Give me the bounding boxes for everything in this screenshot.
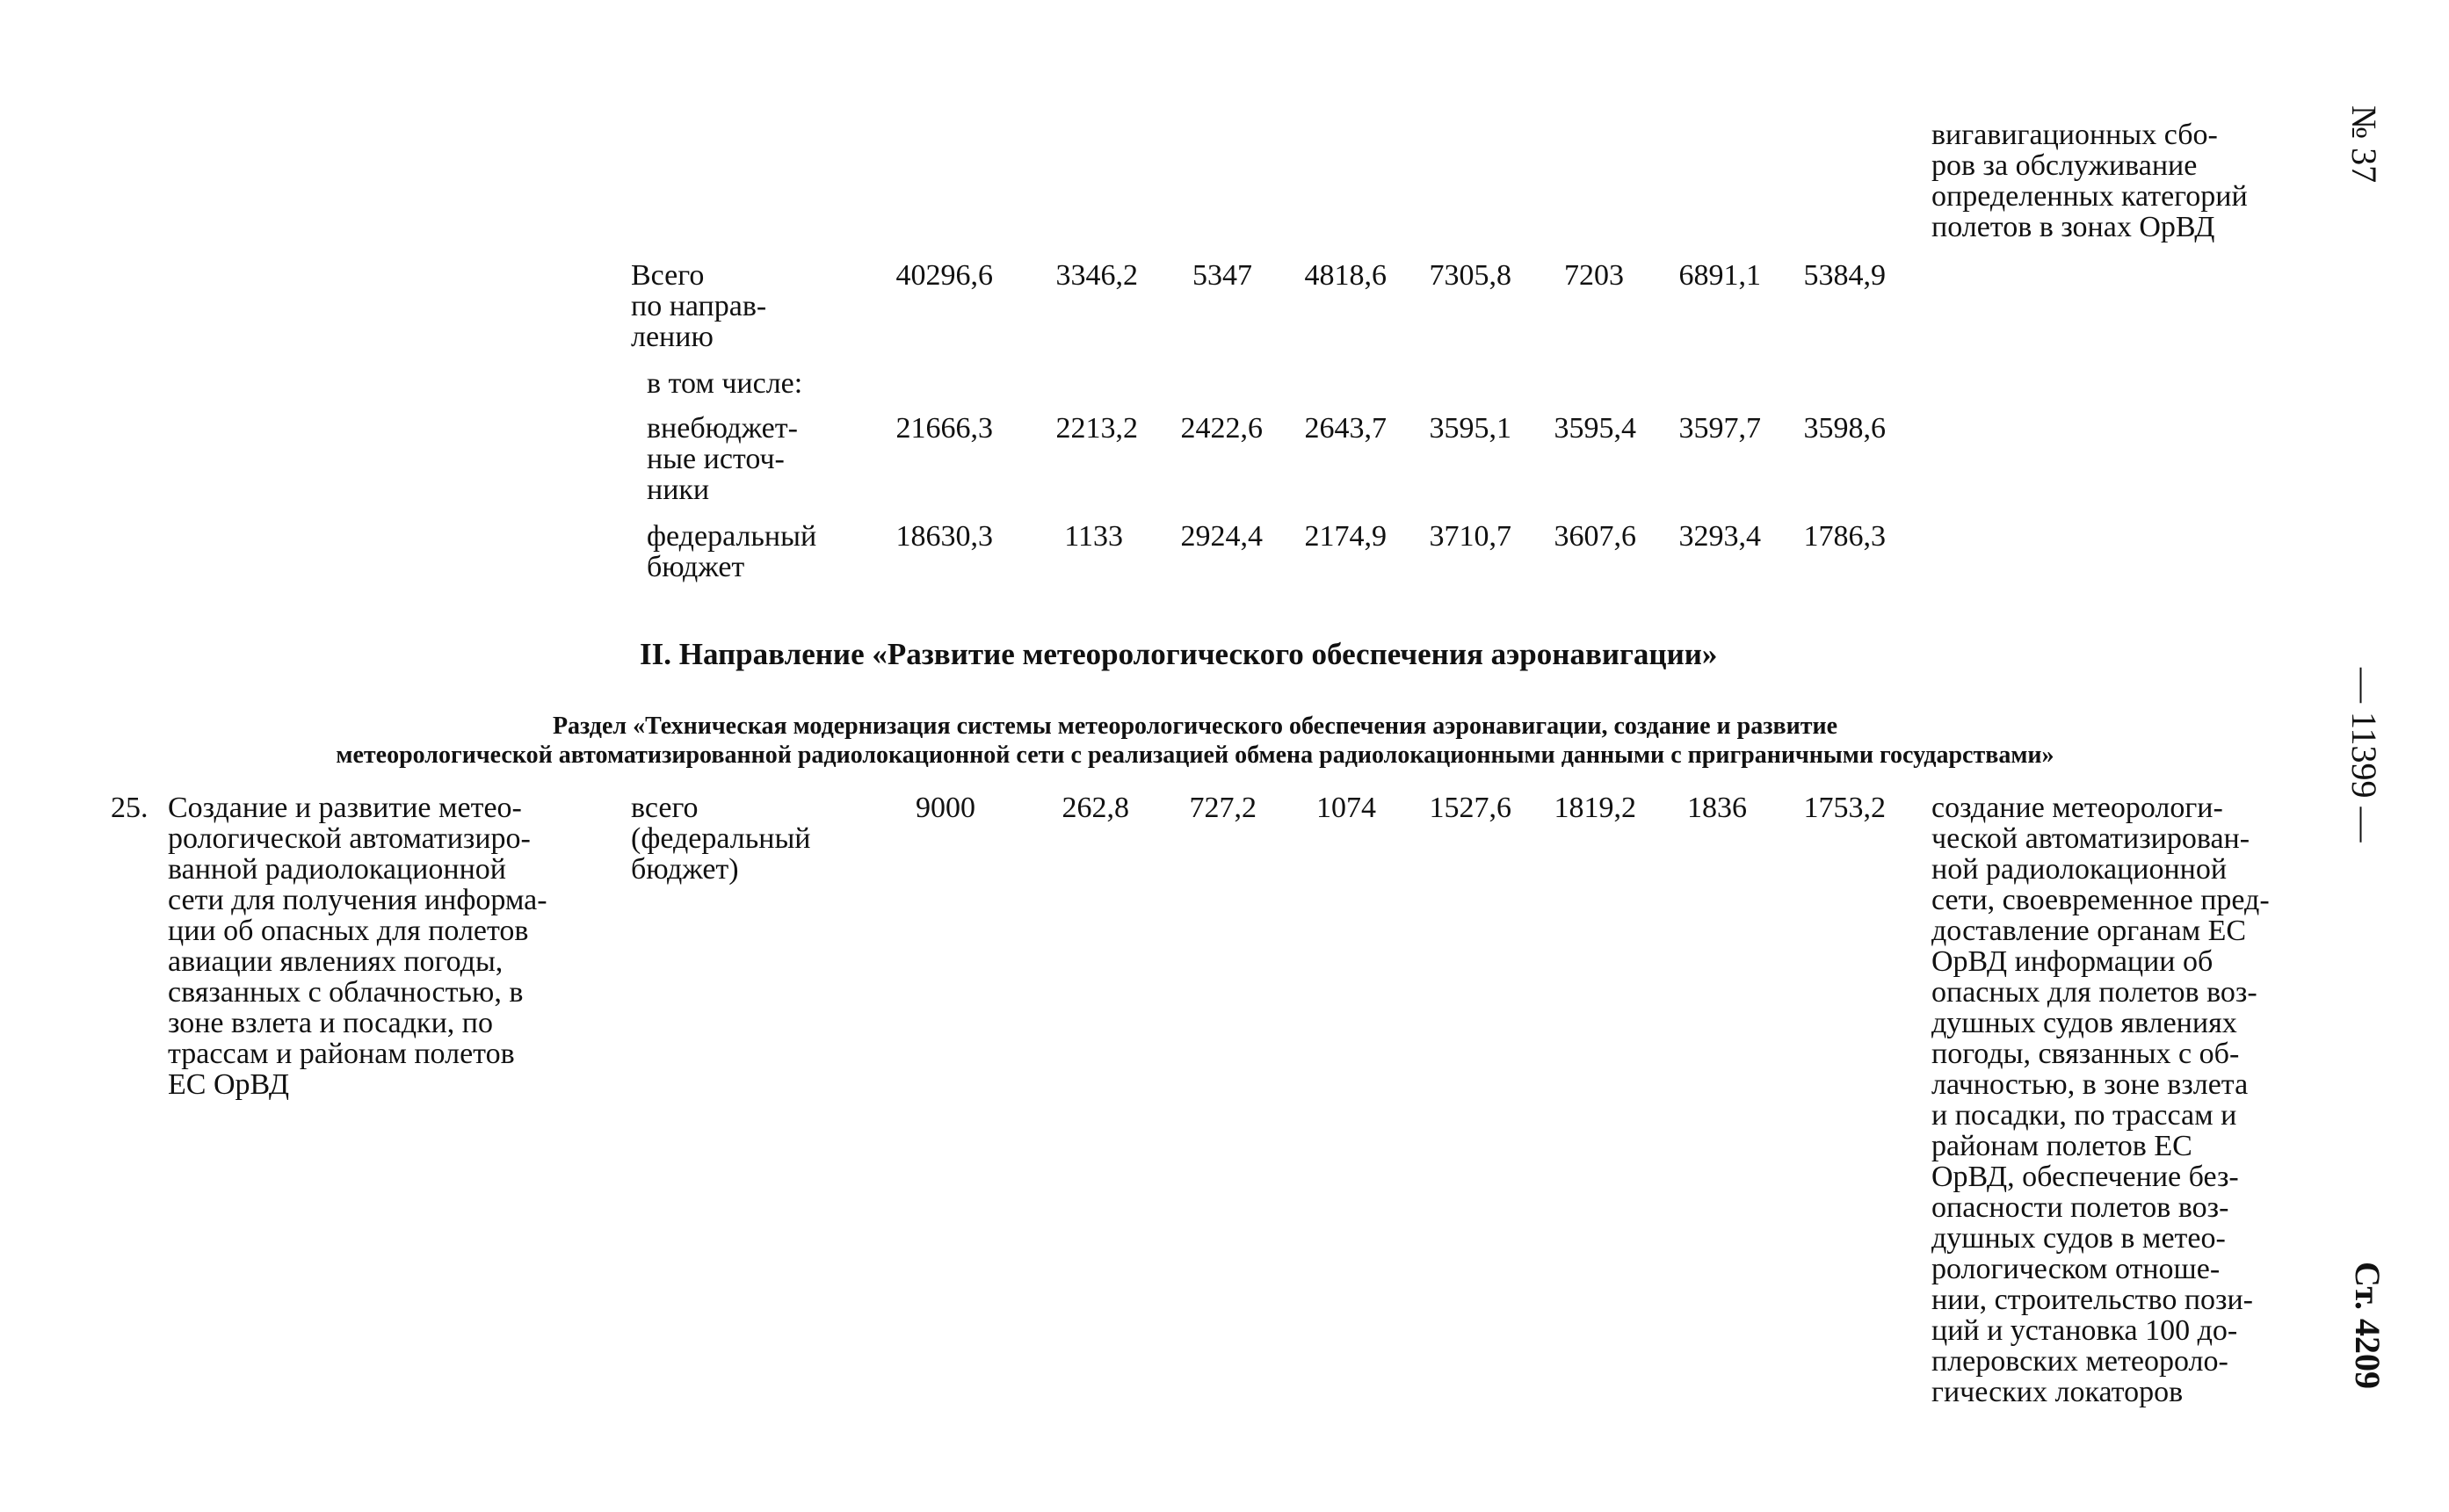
- row-result-line: районам полетов ЕС: [1931, 1130, 2192, 1162]
- row-source-line: всего: [631, 792, 699, 824]
- total-value: 4818,6: [1304, 259, 1387, 292]
- top-note: [1931, 119, 2285, 242]
- federal-label-line: федеральный: [647, 520, 817, 553]
- total-value: 3346,2: [1055, 259, 1138, 292]
- total-value: 5347: [1192, 259, 1252, 292]
- row-description-line: ции об опасных для полетов: [168, 915, 529, 947]
- direction-heading: II. Направление «Развитие метеорологического обеспечения аэронавигации»: [640, 637, 1718, 671]
- margin-issue: № 37: [2344, 105, 2384, 184]
- margin-page-ref: — 11399 —: [2344, 668, 2384, 843]
- row-description-line: сети для получения информа-: [168, 884, 547, 916]
- top-note-line: определенных категорий: [1931, 180, 2248, 213]
- row-result-line: ций и установка 100 до-: [1931, 1314, 2238, 1347]
- row-result-line: лачностью, в зоне взлета: [1931, 1068, 2249, 1101]
- margin-article: Ст. 4209: [2348, 1262, 2387, 1389]
- row25-value: 727,2: [1189, 792, 1257, 824]
- row-result: [1931, 792, 2285, 1407]
- extrabudget-value: 2643,7: [1304, 412, 1387, 445]
- row-result-line: ОрВД информации об: [1931, 945, 2214, 978]
- extrabudget-value: 3597,7: [1678, 412, 1761, 445]
- federal-label: [647, 521, 816, 582]
- row-result-line: создание метеорологи-: [1931, 792, 2223, 824]
- row-result-line: ОрВД, обеспечение без-: [1931, 1161, 2239, 1193]
- row-description: [168, 792, 585, 1100]
- row-result-line: ческой автоматизирован-: [1931, 822, 2250, 855]
- row-result-line: рологическом отноше-: [1931, 1253, 2221, 1285]
- row25-value: 1074: [1316, 792, 1376, 824]
- row-result-line: нии, строительство пози-: [1931, 1284, 2253, 1316]
- federal-value: 2174,9: [1304, 520, 1387, 553]
- extrabudget-value: 2213,2: [1055, 412, 1138, 445]
- federal-value: 1133: [1064, 520, 1123, 553]
- extrabudget-value: 2422,6: [1180, 412, 1263, 445]
- row-result-line: опасных для полетов воз-: [1931, 976, 2257, 1009]
- row-result-line: плеровских метеороло-: [1931, 1345, 2228, 1378]
- total-label-line: Всего: [631, 259, 705, 292]
- total-value: 6891,1: [1678, 259, 1761, 292]
- row-description-line: зоне взлета и посадки, по: [168, 1007, 493, 1039]
- federal-value: 18630,3: [895, 520, 993, 553]
- federal-value: 2924,4: [1180, 520, 1263, 553]
- federal-value: 3607,6: [1554, 520, 1636, 553]
- row25-value: 9000: [916, 792, 975, 824]
- federal-value: 1786,3: [1803, 520, 1886, 553]
- federal-label-line: бюджет: [647, 551, 745, 583]
- extrabudget-label-line: ные источ-: [647, 443, 785, 475]
- row-result-line: опасности полетов воз-: [1931, 1191, 2229, 1224]
- total-label-line: по направ-: [631, 290, 767, 322]
- row-result-line: доставление органам ЕС: [1931, 915, 2247, 947]
- section-heading: [211, 712, 2179, 770]
- row-result-line: ной радиолокационной: [1931, 853, 2228, 886]
- row-result-line: сети, своевременное пред-: [1931, 884, 2270, 916]
- extrabudget-label: [647, 413, 798, 505]
- row25-value: 1527,6: [1429, 792, 1511, 824]
- top-note-line: вигавигационных сбо-: [1931, 119, 2218, 151]
- row-description-line: связанных с облачностью, в: [168, 976, 524, 1009]
- row-source-line: бюджет): [631, 853, 739, 886]
- total-value: 7203: [1564, 259, 1624, 292]
- extrabudget-value: 21666,3: [895, 412, 993, 445]
- extrabudget-value: 3598,6: [1803, 412, 1886, 445]
- total-value: 5384,9: [1803, 259, 1886, 292]
- row-description-line: авиации явлениях погоды,: [168, 945, 504, 978]
- total-label: [631, 260, 766, 352]
- extrabudget-label-line: ники: [647, 474, 710, 506]
- total-value: 40296,6: [895, 259, 993, 292]
- row-result-line: и посадки, по трассам и: [1931, 1099, 2237, 1132]
- row-source: [631, 792, 810, 885]
- total-label-line: лению: [631, 321, 714, 353]
- row25-value: 262,8: [1061, 792, 1129, 824]
- row-description-line: трассам и районам полетов: [168, 1038, 515, 1070]
- top-note-line: полетов в зонах ОрВД: [1931, 211, 2215, 243]
- federal-value: 3293,4: [1678, 520, 1761, 553]
- federal-value: 3710,7: [1429, 520, 1511, 553]
- row25-value: 1753,2: [1803, 792, 1886, 824]
- extrabudget-label-line: внебюджет-: [647, 412, 798, 445]
- row-description-line: ванной радиолокационной: [168, 853, 506, 886]
- row-description-line: Создание и развитие метео-: [168, 792, 522, 824]
- top-note-line: ров за обслуживание: [1931, 149, 2198, 182]
- extrabudget-value: 3595,4: [1554, 412, 1636, 445]
- extrabudget-value: 3595,1: [1429, 412, 1511, 445]
- row25-value: 1819,2: [1554, 792, 1636, 824]
- section-heading-line: Раздел «Техническая модернизация системы метеорологического обеспечения аэронавигации, создание и развитие: [552, 713, 1838, 740]
- total-value: 7305,8: [1429, 259, 1511, 292]
- row-source-line: (федеральный: [631, 822, 811, 855]
- including-label: в том числе:: [647, 367, 803, 400]
- row25-value: 1836: [1687, 792, 1747, 824]
- row-result-line: душных судов в метео-: [1931, 1222, 2226, 1255]
- row-result-line: душных судов явлениях: [1931, 1007, 2237, 1039]
- section-heading-line: метеорологической автоматизированной радиолокационной сети с реализацией обмена радиолокационными данными с приграничными государствами»: [336, 742, 2054, 769]
- row-description-line: ЕС ОрВД: [168, 1068, 290, 1101]
- row-description-line: рологической автоматизиро-: [168, 822, 531, 855]
- row-result-line: погоды, связанных с об-: [1931, 1038, 2240, 1070]
- row-result-line: гических локаторов: [1931, 1376, 2184, 1408]
- row-number: 25.: [111, 792, 149, 824]
